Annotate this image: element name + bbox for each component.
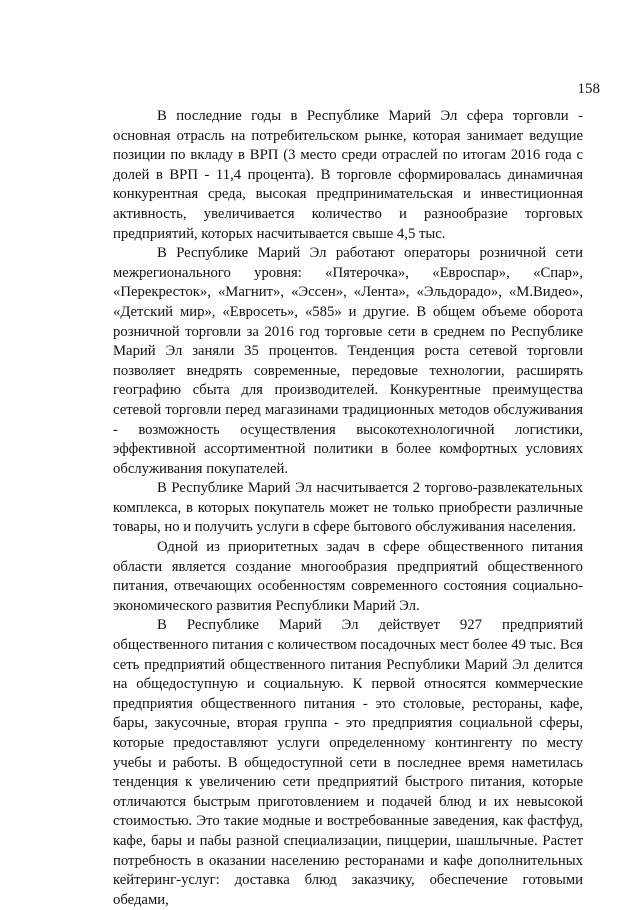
paragraph-catering-priorities: Одной из приоритетных задач в сфере общественного питания области является создание многообразия предприятий общественного питания, отвечающих особенностям современного состояния социально-экономического развития Республики Марий Эл. <box>113 539 583 614</box>
paragraph-retail-networks: В Республике Марий Эл работают операторы розничной сети межрегионального уровня: «Пятерочка», «Евроспар», «Спар», «Перекресток», «Магнит», «Эссен», «Лента», «Эльдорадо», «М.Видео», «Детский мир», «Евросеть», «585» и другие. В общем объеме оборота розничной торговли за 2016 год торговые сети в среднем по Республике Марий Эл заняли 35 процентов. Тенденция роста сетевой торговли позволяет внедрять современные, передовые технологии, расширять географию сбыта для производителей. Конкурентные преимущества сетевой торговли перед магазинами традиционных методов обслуживания - возможность осуществления высокотехнологичной логистики, эффективной ассортиментной политики в более комфортных условиях обслуживания покупателей. <box>113 245 583 477</box>
paragraph-shopping-centers: В Республике Марий Эл насчитывается 2 торгово-развлекательных комплекса, в которых покупатель может не только приобрести различные товары, но и получить услуги в сфере бытового обслуживания населения. <box>113 480 583 536</box>
paragraph-catering-network: В Республике Марий Эл действует 927 предприятий общественного питания с количеством посадочных мест более 49 тыс. Вся сеть предприятий общественного питания Республики Марий Эл делится на общедоступную и социальную. К первой относятся коммерческие предприятия общественного питания - это столовые, рестораны, кафе, бары, закусочные, вторая группа - это предприятия социальной сферы, которые предоставляют услуги определенному контингенту по месту учебы и работы. В общедоступной сети в последнее время наметилась тенденция к увеличению сети предприятий быстрого питания, которые отличаются быстрым приготовлением и подачей блюд и их невысокой стоимостью. Это такие модные и востребованные заведения, как фастфуд, кафе, бары и пабы разной специализации, пиццерии, шашлычные. Растет потребность в оказании населению ресторанами и кафе дополнительных кейтеринг-услуг: доставка блюд заказчику, обеспечение готовыми обедами, <box>113 617 583 908</box>
paragraph-trade-sector: В последние годы в Республике Марий Эл сфера торговли - основная отрасль на потребительском рынке, которая занимает ведущие позиции по вкладу в ВРП (3 место среди отраслей по итогам 2016 года с долей в ВРП - 11,4 процента). В торговле сформировалась динамичная конкурентная среда, высокая предпринимательская и инвестиционная активность, увеличивается количество и разнообразие торговых предприятий, которых насчитывается свыше 4,5 тыс. <box>113 108 583 242</box>
page-number: 158 <box>577 81 600 97</box>
body-text <box>113 107 583 910</box>
